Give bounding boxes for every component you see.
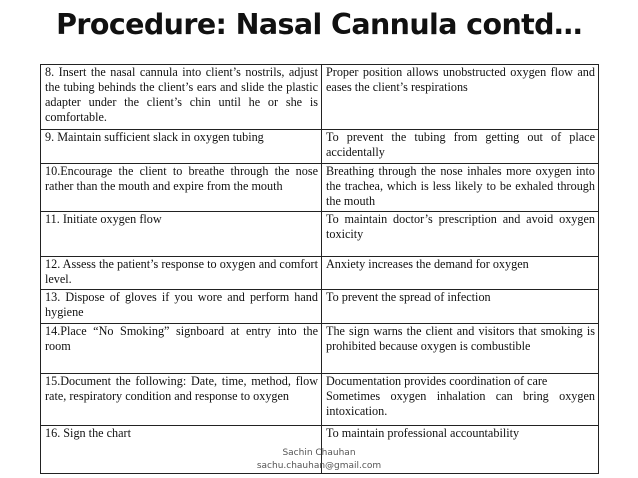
rationale-text: Sometimes oxygen inhalation can bring oxygen intoxication. (326, 389, 595, 418)
procedure-step: 13. Dispose of gloves if you wore and perform hand hygiene (41, 290, 322, 324)
table-row (41, 65, 599, 130)
procedure-table (40, 64, 599, 474)
procedure-step: 8. Insert the nasal cannula into client’s nostrils, adjust the tubing behinds the client’s ears and slide the plastic adapter under the client’s chin until he or she is comfortable. (41, 65, 322, 130)
table-row (41, 290, 599, 324)
author-name: Sachin Chauhan (282, 448, 356, 458)
rationale-text: To maintain doctor’s prescription and avoid oxygen toxicity (326, 212, 595, 241)
rationale-item (326, 65, 595, 95)
rationale-item (326, 324, 595, 354)
rationale-cell (322, 257, 599, 290)
rationale-cell (322, 374, 599, 426)
rationale-text: Anxiety increases the demand for oxygen (326, 257, 529, 271)
author-email: sachu.chauhan@gmail.com (256, 461, 382, 471)
table-row (41, 164, 599, 212)
rationale-text: Documentation provides coordination of care (326, 374, 548, 388)
rationale-cell (322, 164, 599, 212)
table-row (41, 324, 599, 374)
rationale-cell (322, 324, 599, 374)
slide-title: Procedure: Nasal Cannula contd… (56, 8, 582, 41)
rationale-item (326, 257, 595, 272)
table-row (41, 130, 599, 164)
procedure-step: 16. Sign the chart (41, 426, 322, 474)
procedure-step: 14.Place “No Smoking” signboard at entry into the room (41, 324, 322, 374)
rationale-cell (322, 130, 599, 164)
rationale-item (326, 374, 595, 389)
rationale-text: The sign warns the client and visitors that smoking is prohibited because oxygen is combustible (326, 324, 595, 353)
procedure-step: 15.Document the following: Date, time, method, flow rate, respiratory condition and response to oxygen (41, 374, 322, 426)
rationale-text: To prevent the spread of infection (326, 290, 491, 304)
table-row (41, 212, 599, 257)
rationale-cell (322, 290, 599, 324)
rationale-text: To maintain professional accountability (326, 426, 520, 440)
procedure-step: 10.Encourage the client to breathe through the nose rather than the mouth and expire from the mouth (41, 164, 322, 212)
procedure-step: 12. Assess the patient’s response to oxygen and comfort level. (41, 257, 322, 290)
rationale-item (326, 389, 595, 419)
rationale-item (326, 130, 595, 160)
rationale-item (326, 290, 595, 305)
rationale-item (326, 164, 595, 209)
rationale-text: Breathing through the nose inhales more oxygen into the trachea, which is less likely to be exhaled through the mouth (326, 164, 595, 208)
rationale-text: Proper position allows unobstructed oxygen flow and eases the client’s respirations (326, 65, 595, 94)
procedure-step: 9. Maintain sufficient slack in oxygen tubing (41, 130, 322, 164)
rationale-item (326, 426, 595, 441)
rationale-text: To prevent the tubing from getting out of place accidentally (326, 130, 595, 159)
footer-credit (0, 447, 638, 473)
rationale-cell (322, 65, 599, 130)
procedure-step: 11. Initiate oxygen flow (41, 212, 322, 257)
table-row (41, 374, 599, 426)
table-row (41, 257, 599, 290)
rationale-item (326, 212, 595, 242)
rationale-cell (322, 212, 599, 257)
